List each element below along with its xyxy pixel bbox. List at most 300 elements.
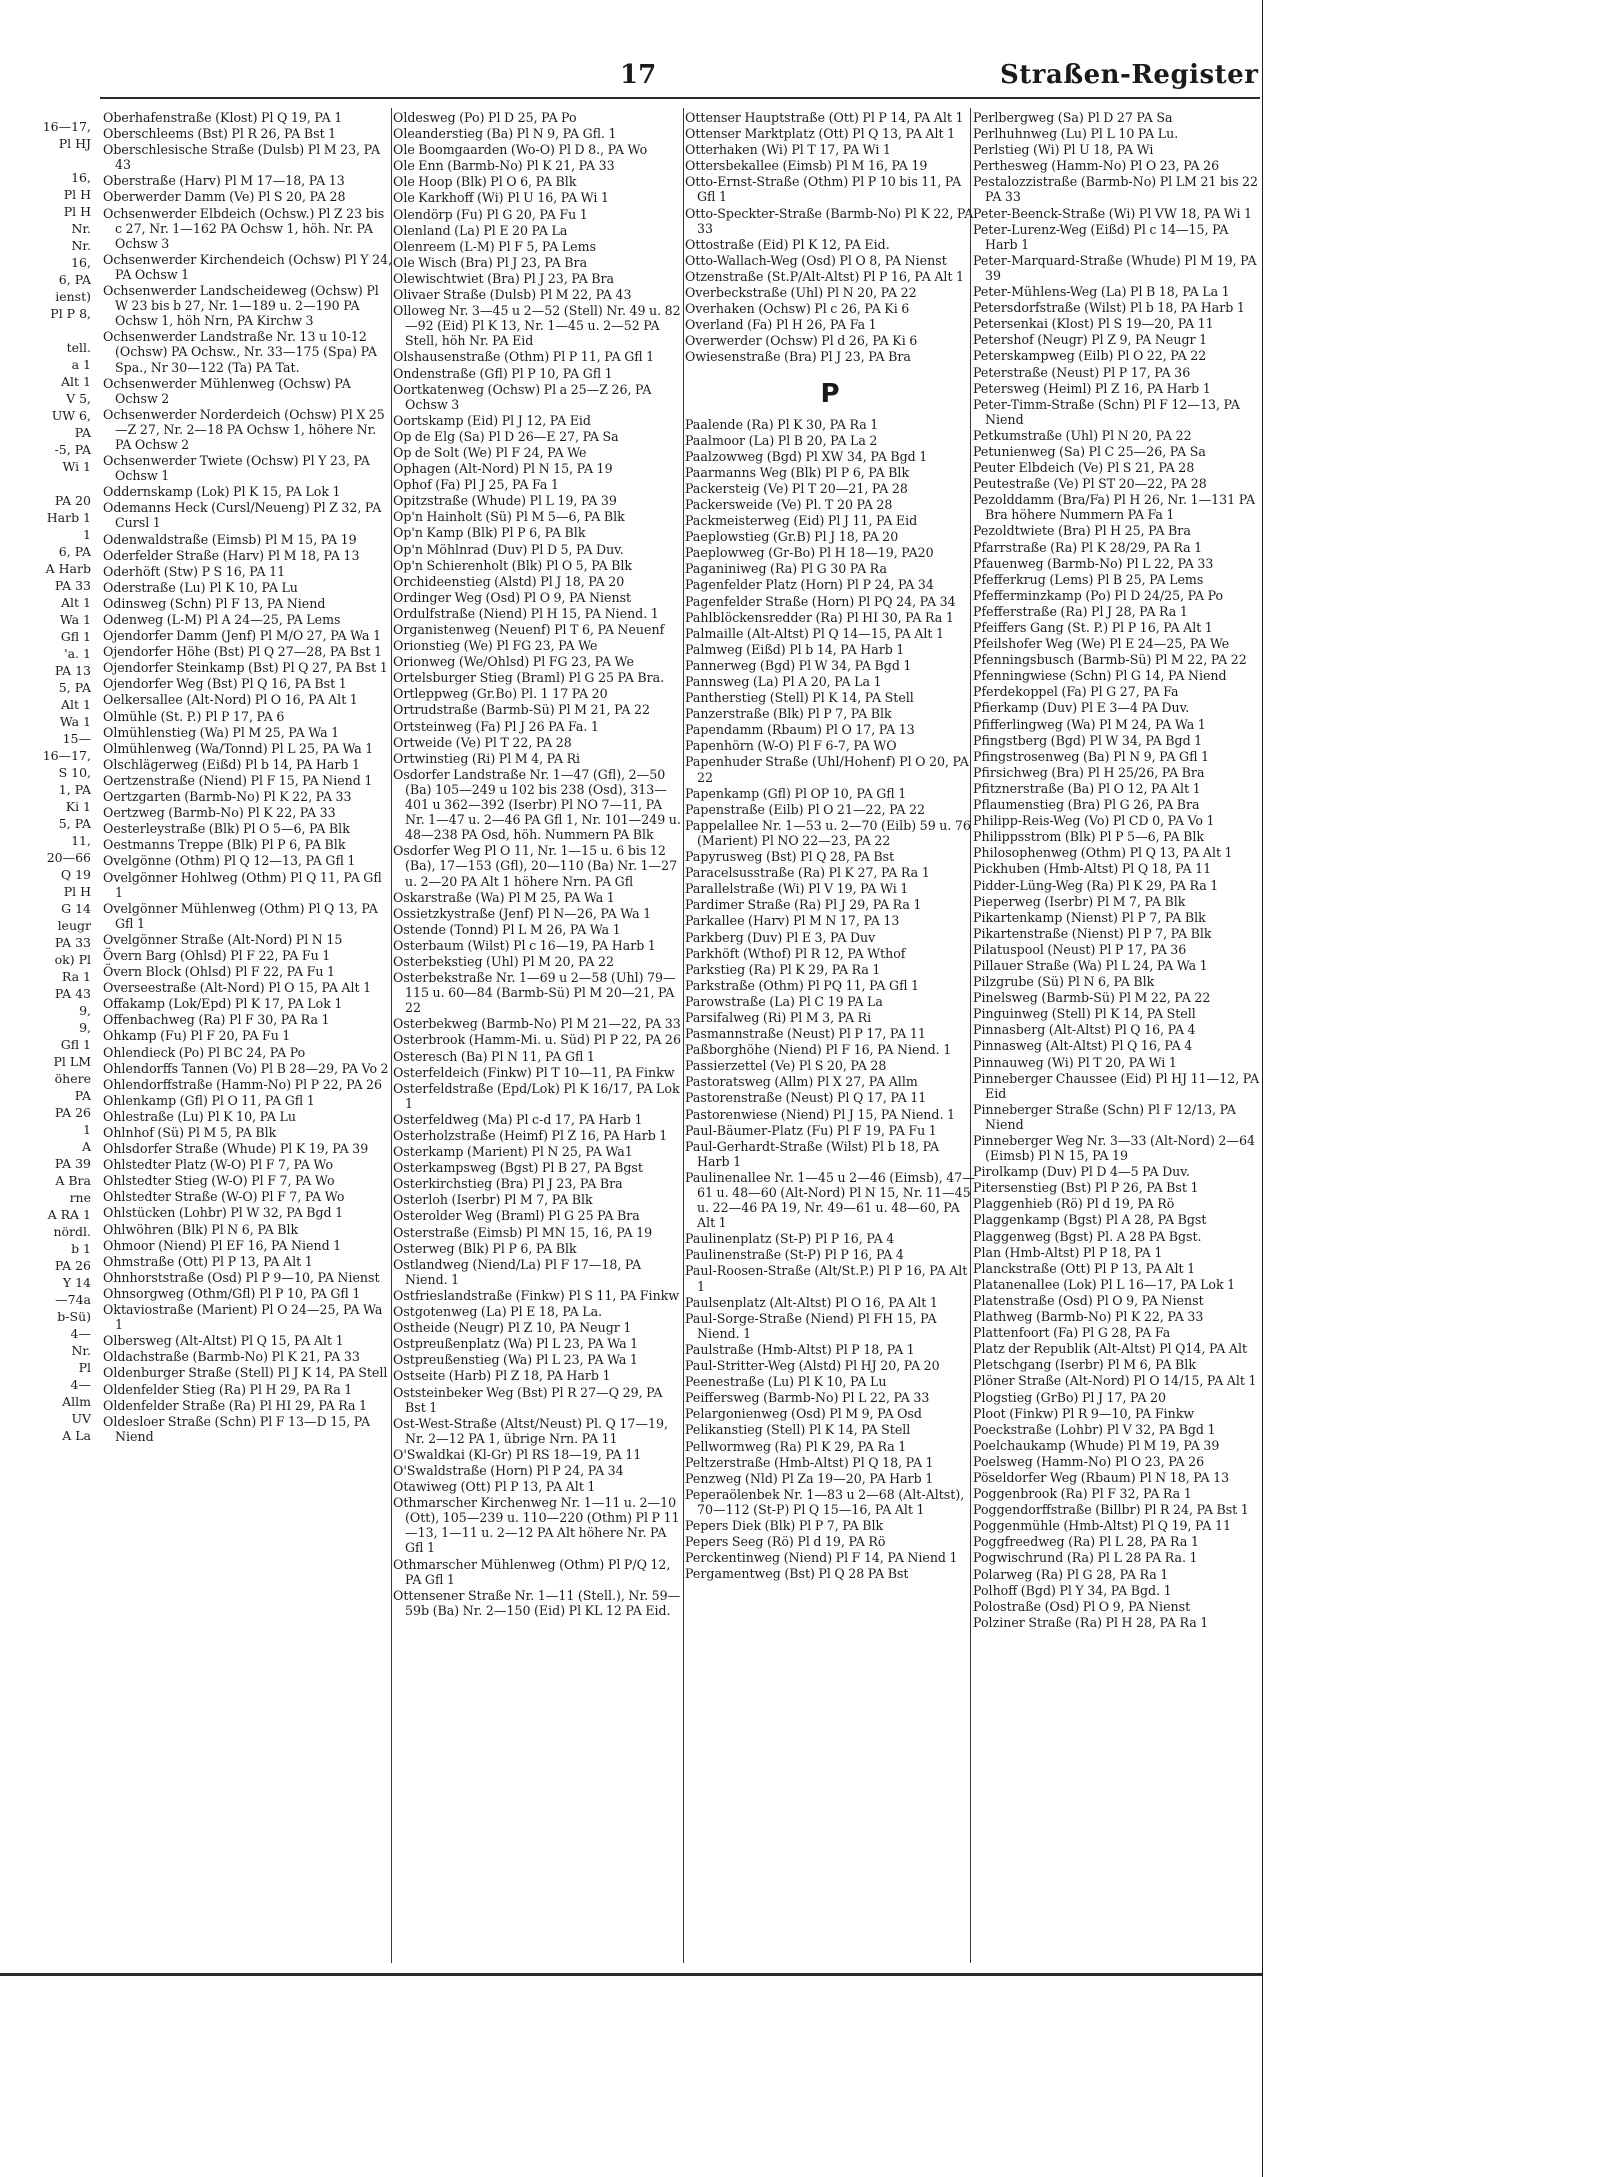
- street-entry: Pikartenstraße (Nienst) Pl P 7, PA Blk: [973, 925, 1212, 941]
- street-entry: Ole Boomgaarden (Wo-O) Pl D 8., PA Wo: [393, 142, 648, 158]
- fragment-line: Pl LM: [53, 1054, 91, 1069]
- fragment-line: V 5,: [66, 391, 91, 406]
- street-entry: Paarmanns Weg (Blk) Pl P 6, PA Blk: [685, 464, 910, 480]
- street-entry: Petersdorfstraße (Wilst) Pl b 18, PA Harb 1: [973, 300, 1245, 316]
- street-entry: Perlbergweg (Sa) Pl D 27 PA Sa: [973, 110, 1173, 125]
- street-entry: Övern Block (Ohlsd) Pl F 22, PA Fu 1: [103, 964, 335, 980]
- street-entry: Pferdekoppel (Fa) Pl G 27, PA Fa: [973, 684, 1179, 700]
- street-entry: Pfeiffers Gang (St. P.) Pl P 16, PA Alt 1: [973, 620, 1213, 635]
- fragment-line: 9,: [79, 1003, 91, 1018]
- street-entry: Ohlstedter Platz (W-O) Pl F 7, PA Wo: [103, 1157, 334, 1173]
- street-entry: Ole Hoop (Blk) Pl O 6, PA Blk: [393, 174, 577, 190]
- fragment-line: UW 6,: [51, 408, 91, 423]
- street-entry: Olmühlenstieg (Wa) Pl M 25, PA Wa 1: [103, 724, 340, 740]
- street-entry: Plattenfoort (Fa) Pl G 28, PA Fa: [973, 1325, 1171, 1341]
- street-entry: Poggfreedweg (Ra) Pl L 28, PA Ra 1: [973, 1534, 1199, 1550]
- street-entry: Paul-Stritter-Weg (Alstd) Pl HJ 20, PA 20: [685, 1358, 940, 1374]
- street-entry: Pinneberger Chaussee (Eid) Pl HJ 11—12, PA Eid: [973, 1070, 1260, 1101]
- fragment-line: 15—: [62, 731, 91, 746]
- street-entry: Oberhafenstraße (Klost) Pl Q 19, PA 1: [103, 110, 343, 125]
- fragment-line: 5, PA: [58, 816, 91, 831]
- street-entry: Pilatuspool (Neust) Pl P 17, PA 36: [973, 941, 1187, 957]
- street-entry: Odinsweg (Schn) Pl F 13, PA Niend: [103, 595, 326, 611]
- street-entry: Parkhöft (Wthof) Pl R 12, PA Wthof: [685, 945, 906, 961]
- street-entry: Osterbekstieg (Uhl) Pl M 20, PA 22: [393, 953, 614, 969]
- street-entry: Ochsenwerder Mühlenweg (Ochsw) PA Ochsw 2: [103, 375, 351, 406]
- street-entry: Papenkamp (Gfl) Pl OP 10, PA Gfl 1: [685, 785, 907, 801]
- fragment-line: 1: [83, 1122, 91, 1137]
- fragment-line: A: [81, 1139, 91, 1154]
- street-entry: Panzerstraße (Blk) Pl P 7, PA Blk: [685, 706, 892, 722]
- street-entry: Organistenweg (Neuenf) Pl T 6, PA Neuenf: [393, 622, 665, 637]
- street-entry: Polziner Straße (Ra) Pl H 28, PA Ra 1: [973, 1614, 1209, 1630]
- fragment-line: 16,: [71, 255, 91, 270]
- street-entry: Ordinger Weg (Osd) Pl O 9, PA Nienst: [393, 589, 632, 605]
- fragment-line: —74a: [55, 1292, 91, 1307]
- street-entry: Otzenstraße (St.P/Alt-Altst) Pl P 16, PA Alt 1: [685, 268, 965, 284]
- street-entry: Pfifferlingweg (Wa) Pl M 24, PA Wa 1: [973, 716, 1206, 732]
- fragment-line: PA 33: [54, 578, 91, 593]
- fragment-line: PA 26: [54, 1258, 91, 1273]
- fragment-line: A Harb: [45, 561, 91, 576]
- street-entry: Ottersbekallee (Eimsb) Pl M 16, PA 19: [685, 158, 928, 174]
- fragment-line: 5, PA: [58, 680, 91, 695]
- street-entry: Ochsenwerder Twiete (Ochsw) Pl Y 23, PA Ochsw 1: [103, 453, 370, 484]
- street-entry: Platanenallee (Lok) Pl L 16—17, PA Lok 1: [973, 1276, 1236, 1292]
- street-entry: Peterskampweg (Eilb) Pl O 22, PA 22: [973, 348, 1207, 364]
- street-entry: Odenweg (L-M) Pl A 24—25, PA Lems: [103, 612, 341, 627]
- street-entry: Petershof (Neugr) Pl Z 9, PA Neugr 1: [973, 332, 1208, 348]
- fragment-line: 16—17,: [42, 748, 91, 763]
- street-entry: Otterhaken (Wi) Pl T 17, PA Wi 1: [685, 142, 891, 158]
- street-entry: Philipp-Reis-Weg (Vo) Pl CD 0, PA Vo 1: [973, 813, 1215, 829]
- street-entry: Olewischtwiet (Bra) Pl J 23, PA Bra: [393, 270, 615, 286]
- street-entry: Pillauer Straße (Wa) Pl L 24, PA Wa 1: [973, 957, 1208, 973]
- scan-margin: [1263, 0, 1600, 2177]
- street-entry: Oskarstraße (Wa) Pl M 25, PA Wa 1: [393, 889, 615, 905]
- fragment-line: [0, 322, 95, 339]
- street-entry: Pinguinweg (Stell) Pl K 14, PA Stell: [973, 1006, 1196, 1022]
- fragment-line: nördl.: [53, 1224, 91, 1239]
- fragment-line: UV: [71, 1411, 91, 1426]
- street-entry: Pepers Seeg (Rö) Pl d 19, PA Rö: [685, 1534, 886, 1550]
- street-entry: Poelsweg (Hamm-No) Pl O 23, PA 26: [973, 1453, 1205, 1469]
- street-entry: Pfingstrosenweg (Ba) Pl N 9, PA Gfl 1: [973, 748, 1210, 764]
- street-entry: Parsifalweg (Ri) Pl M 3, PA Ri: [685, 1009, 872, 1025]
- street-entry: Pagenfelder Platz (Horn) Pl P 24, PA 34: [685, 577, 934, 593]
- street-entry: Perthesweg (Hamm-No) Pl O 23, PA 26: [973, 158, 1220, 174]
- street-entry: Otawiweg (Ott) Pl P 13, PA Alt 1: [393, 1479, 596, 1495]
- fragment-line: PA 39: [54, 1156, 91, 1171]
- street-entry: Ojendorfer Höhe (Bst) Pl Q 27—28, PA Bst 1: [103, 644, 383, 660]
- fragment-line: b 1: [71, 1241, 91, 1256]
- street-entry: Pasmannstraße (Neust) Pl P 17, PA 11: [685, 1026, 926, 1042]
- street-entry: Plaggenhieb (Rö) Pl d 19, PA Rö: [973, 1196, 1175, 1212]
- fragment-line: öhere: [54, 1071, 91, 1086]
- previous-page-fragments: [0, 118, 95, 1444]
- header-rule: [100, 97, 1260, 99]
- fragment-line: -5, PA: [54, 442, 91, 457]
- street-entry: Ojendorfer Damm (Jenf) Pl M/O 27, PA Wa 1: [103, 628, 381, 644]
- street-entry: Osterbekstraße Nr. 1—69 u 2—58 (Uhl) 79—115 u. 60—84 (Barmb-Sü) Pl M 20—21, PA 22: [393, 970, 676, 1016]
- street-entry: Peter-Timm-Straße (Schn) Pl F 12—13, PA Niend: [973, 396, 1240, 427]
- street-entry: Osterbaum (Wilst) Pl c 16—19, PA Harb 1: [393, 937, 656, 953]
- fragment-line: Pl H: [63, 187, 91, 202]
- street-entry: Pezolddamm (Bra/Fa) Pl H 26, Nr. 1—131 PA Bra höhere Nummern PA Fa 1: [973, 492, 1256, 523]
- street-entry: Ochsenwerder Elbdeich (Ochsw.) Pl Z 23 bis c 27, Nr. 1—162 PA Ochsw 1, höh. Nr. PA Ochsw 3: [103, 205, 385, 251]
- street-entry: Ossietzkystraße (Jenf) Pl N—26, PA Wa 1: [393, 905, 652, 921]
- fragment-line: 11,: [71, 833, 91, 848]
- page-bottom-edge: [0, 1973, 1262, 1976]
- street-entry: Poelchaukamp (Whude) Pl M 19, PA 39: [973, 1437, 1220, 1453]
- street-entry: Övern Barg (Ohlsd) Pl F 22, PA Fu 1: [103, 947, 331, 963]
- street-entry: Parkberg (Duv) Pl E 3, PA Duv: [685, 929, 876, 945]
- street-entry: Olloweg Nr. 3—45 u 2—52 (Stell) Nr. 49 u. 82—92 (Eid) Pl K 13, Nr. 1—45 u. 2—52 PA Stell, höh Nr. PA Eid: [393, 303, 681, 349]
- street-entry: Pastoratsweg (Allm) Pl X 27, PA Allm: [685, 1074, 918, 1090]
- street-entry: Pannerweg (Bgd) Pl W 34, PA Bgd 1: [685, 657, 912, 673]
- street-entry: Ohlendorffs Tannen (Vo) Pl B 28—29, PA Vo 2: [103, 1060, 389, 1076]
- street-entry: Oldenfelder Straße (Ra) Pl HI 29, PA Ra 1: [103, 1397, 368, 1413]
- street-entry: Oertzgarten (Barmb-No) Pl K 22, PA 33: [103, 789, 352, 805]
- street-entry: Ondenstraße (Gfl) Pl P 10, PA Gfl 1: [393, 365, 613, 381]
- street-entry: Osterkamp (Marient) Pl N 25, PA Wa1: [393, 1144, 633, 1160]
- street-entry: Pikartenkamp (Nienst) Pl P 7, PA Blk: [973, 909, 1206, 925]
- street-entry: Paeplowweg (Gr-Bo) Pl H 18—19, PA20: [685, 545, 934, 561]
- street-entry: Osterkampsweg (Bgst) Pl B 27, PA Bgst: [393, 1160, 643, 1176]
- fragment-line: Q 19: [60, 867, 91, 882]
- fragment-line: 16,: [71, 170, 91, 185]
- street-entry: Ohlwöhren (Blk) Pl N 6, PA Blk: [103, 1221, 299, 1237]
- street-entry: Olschlägerweg (Eißd) Pl b 14, PA Harb 1: [103, 756, 360, 772]
- street-entry: Ochsenwerder Kirchendeich (Ochsw) Pl Y 24, PA Ochsw 1: [103, 251, 393, 282]
- street-entry: Ovelgönne (Othm) Pl Q 12—13, PA Gfl 1: [103, 853, 356, 869]
- street-entry: Oderstraße (Lu) Pl K 10, PA Lu: [103, 579, 298, 595]
- street-entry: Ochsenwerder Landscheideweg (Ochsw) Pl W 23 bis b 27, Nr. 1—189 u. 2—190 PA Ochsw 1, höh Nrn, PA Kirchw 3: [103, 283, 379, 329]
- fragment-line: A RA 1: [47, 1207, 91, 1222]
- street-entry: Paul-Bäumer-Platz (Fu) Pl F 19, PA Fu 1: [685, 1122, 937, 1138]
- street-entry: Othmarscher Mühlenweg (Othm) Pl P/Q 12, PA Gfl 1: [393, 1556, 671, 1587]
- street-entry: Oldenburger Straße (Stell) Pl J K 14, PA Stell: [103, 1365, 388, 1381]
- street-entry: Plathweg (Barmb-No) Pl K 22, PA 33: [973, 1309, 1204, 1325]
- fragment-line: A La: [62, 1428, 91, 1443]
- street-entry: Oberschleems (Bst) Pl R 26, PA Bst 1: [103, 126, 337, 142]
- street-entry: Oertzweg (Barmb-No) Pl K 22, PA 33: [103, 805, 336, 821]
- street-entry: Ovelgönner Straße (Alt-Nord) Pl N 15: [103, 931, 343, 947]
- fragment-line: Allm: [62, 1394, 91, 1409]
- street-entry: Oststeinbeker Weg (Bst) Pl R 27—Q 29, PA Bst 1: [393, 1384, 663, 1415]
- fragment-line: Alt 1: [61, 697, 91, 712]
- street-entry: Paulsenplatz (Alt-Altst) Pl O 16, PA Alt 1: [685, 1294, 938, 1310]
- fragment-line: PA: [74, 1088, 91, 1103]
- street-entry: Pfierkamp (Duv) Pl E 3—4 PA Duv.: [973, 700, 1190, 716]
- street-entry: Pöseldorfer Weg (Rbaum) Pl N 18, PA 13: [973, 1469, 1230, 1485]
- street-entry: Ostfrieslandstraße (Finkw) Pl S 11, PA Finkw: [393, 1287, 680, 1303]
- street-entry: Pahlblöckensredder (Ra) Pl HI 30, PA Ra 1: [685, 609, 954, 625]
- street-entry: Ole Wisch (Bra) Pl J 23, PA Bra: [393, 254, 588, 270]
- street-entry: Pastorenstraße (Neust) Pl Q 17, PA 11: [685, 1090, 927, 1106]
- street-entry: Passierzettel (Ve) Pl S 20, PA 28: [685, 1058, 887, 1074]
- street-entry: Ohlstedter Stieg (W-O) Pl F 7, PA Wo: [103, 1173, 335, 1189]
- street-entry: Oldachstraße (Barmb-No) Pl K 21, PA 33: [103, 1349, 360, 1365]
- column-divider: [683, 108, 684, 1963]
- street-entry: Othmarscher Kirchenweg Nr. 1—11 u. 2—10 (Ott), 105—239 u. 110—220 (Othm) Pl P 11—13, 1—11 u. 2—12 PA Alt höhere Nr. PA Gfl 1: [393, 1495, 680, 1556]
- fragment-line: Y 14: [62, 1275, 91, 1290]
- street-entry: Oesterleystraße (Blk) Pl O 5—6, PA Blk: [103, 821, 350, 837]
- fragment-line: G 14: [61, 901, 91, 916]
- street-entry: Ole Karkhoff (Wi) Pl U 16, PA Wi 1: [393, 190, 609, 206]
- street-entry: Pletschgang (Iserbr) Pl M 6, PA Blk: [973, 1357, 1196, 1373]
- street-entry: Olbersweg (Alt-Altst) Pl Q 15, PA Alt 1: [103, 1333, 344, 1349]
- street-entry: Ophof (Fa) Pl J 25, PA Fa 1: [393, 477, 559, 493]
- street-entry: Plogstieg (GrBo) Pl J 17, PA 20: [973, 1389, 1166, 1405]
- section-letter: P: [820, 378, 840, 409]
- street-entry: Ploot (Finkw) Pl R 9—10, PA Finkw: [973, 1405, 1195, 1421]
- fragment-line: Nr.: [71, 221, 91, 236]
- street-entry: Op'n Möhlnrad (Duv) Pl D 5, PA Duv.: [393, 541, 624, 557]
- street-entry: Pfefferminzkamp (Po) Pl D 24/25, PA Po: [973, 587, 1224, 603]
- street-entry: Paalmoor (La) Pl B 20, PA La 2: [685, 432, 878, 448]
- street-entry: Platz der Republik (Alt-Altst) Pl Q14, PA Alt: [973, 1341, 1248, 1357]
- street-entry: Osterfeldstraße (Epd/Lok) Pl K 16/17, PA Lok 1: [393, 1080, 680, 1111]
- street-entry: Offakamp (Lok/Epd) Pl K 17, PA Lok 1: [103, 996, 343, 1012]
- fragment-line: b-Sü): [57, 1309, 91, 1324]
- street-entry: Pflaumenstieg (Bra) Pl G 26, PA Bra: [973, 797, 1200, 813]
- street-entry: Olivaer Straße (Dulsb) Pl M 22, PA 43: [393, 287, 632, 303]
- street-entry: Ostseite (Harb) Pl Z 18, PA Harb 1: [393, 1368, 611, 1384]
- street-entry: Paalzowweg (Bgd) Pl XW 34, PA Bgd 1: [685, 448, 928, 464]
- street-entry: Osterbrook (Hamm-Mi. u. Süd) Pl P 22, PA 26: [393, 1032, 681, 1048]
- street-entry: Ost-West-Straße (Altst/Neust) Pl. Q 17—19, Nr. 2—12 PA 1, übrige Nrn. PA 11: [393, 1415, 669, 1446]
- street-entry: Ostpreußenstieg (Wa) Pl L 23, PA Wa 1: [393, 1352, 638, 1368]
- fragment-line: PA: [74, 425, 91, 440]
- street-entry: Ole Enn (Barmb-No) Pl K 21, PA 33: [393, 158, 615, 174]
- fragment-line: 6, PA: [58, 544, 91, 559]
- street-entry: Osterkirchstieg (Bra) Pl J 23, PA Bra: [393, 1176, 623, 1192]
- street-entry: Oberschlesische Straße (Dulsb) Pl M 23, PA 43: [103, 142, 381, 173]
- street-entry: Osterweg (Blk) Pl P 6, PA Blk: [393, 1240, 577, 1256]
- fragment-line: PA 20: [54, 493, 91, 508]
- fragment-line: Pl H: [63, 884, 91, 899]
- street-entry: Ohlstedter Straße (W-O) Pl F 7, PA Wo: [103, 1189, 345, 1205]
- street-entry: Orchideenstieg (Alstd) Pl J 18, PA 20: [393, 573, 625, 589]
- street-entry: Oortskamp (Eid) Pl J 12, PA Eid: [393, 412, 591, 428]
- street-entry: Otto-Wallach-Weg (Osd) Pl O 8, PA Nienst: [685, 252, 947, 268]
- street-entry: Ovelgönner Hohlweg (Othm) Pl Q 11, PA Gfl 1: [103, 869, 382, 900]
- street-entry: Parowstraße (La) Pl C 19 PA La: [685, 993, 883, 1009]
- street-entry: Osterholzstraße (Heimf) Pl Z 16, PA Harb 1: [393, 1128, 668, 1143]
- street-entry: Petersweg (Heiml) Pl Z 16, PA Harb 1: [973, 380, 1211, 396]
- street-entry: Oleanderstieg (Ba) Pl N 9, PA Gfl. 1: [393, 126, 617, 142]
- street-entry: Odenwaldstraße (Eimsb) Pl M 15, PA 19: [103, 531, 357, 547]
- street-entry: Peenestraße (Lu) Pl K 10, PA Lu: [685, 1374, 887, 1390]
- street-entry: Odemanns Heck (Cursl/Neueng) Pl Z 32, PA Cursl 1: [103, 500, 382, 531]
- street-entry: Olshausenstraße (Othm) Pl P 11, PA Gfl 1: [393, 349, 655, 365]
- street-entry: Plan (Hmb-Altst) Pl P 18, PA 1: [973, 1244, 1163, 1260]
- street-entry: Oestmanns Treppe (Blk) Pl P 6, PA Blk: [103, 837, 346, 853]
- street-entry: Ohlendorffstraße (Hamm-No) Pl P 22, PA 26: [103, 1076, 383, 1092]
- street-entry: Palmweg (Eißd) Pl b 14, PA Harb 1: [685, 641, 905, 657]
- street-entry: Peter-Mühlens-Weg (La) Pl B 18, PA La 1: [973, 284, 1230, 300]
- street-entry: Pappelallee Nr. 1—53 u. 2—70 (Eilb) 59 u. 76 (Marient) Pl NO 22—23, PA 22: [685, 817, 971, 848]
- street-entry: Osterloh (Iserbr) Pl M 7, PA Blk: [393, 1192, 593, 1208]
- street-entry: Plaggenweg (Bgst) Pl. A 28 PA Bgst.: [973, 1228, 1202, 1244]
- street-entry: Poeckstraße (Lohbr) Pl V 32, PA Bgd 1: [973, 1421, 1216, 1437]
- fragment-line: 6, PA: [58, 272, 91, 287]
- street-entry: Plöner Straße (Alt-Nord) Pl O 14/15, PA Alt 1: [973, 1373, 1257, 1389]
- street-entry: Op'n Hainholt (Sü) Pl M 5—6, PA Blk: [393, 509, 625, 525]
- street-entry: Penzweg (Nld) Pl Za 19—20, PA Harb 1: [685, 1470, 934, 1486]
- street-entry: Pogwischrund (Ra) Pl L 28 PA Ra. 1: [973, 1550, 1198, 1566]
- street-entry: Oertzenstraße (Niend) Pl F 15, PA Niend 1: [103, 772, 373, 788]
- street-entry: Ohlestraße (Lu) Pl K 10, PA Lu: [103, 1108, 296, 1124]
- street-entry: Papendamm (Rbaum) Pl O 17, PA 13: [685, 722, 915, 738]
- fragment-line: Alt 1: [61, 595, 91, 610]
- street-entry: Planckstraße (Ott) Pl P 13, PA Alt 1: [973, 1260, 1196, 1276]
- street-entry: Ohkamp (Fu) Pl F 20, PA Fu 1: [103, 1028, 291, 1044]
- street-entry: Pagenfelder Straße (Horn) Pl PQ 24, PA 34: [685, 593, 956, 609]
- fragment-line: Wi 1: [62, 459, 91, 474]
- street-entry: Olenreem (L-M) Pl F 5, PA Lems: [393, 238, 597, 254]
- street-entry: Ostgotenweg (La) Pl E 18, PA La.: [393, 1304, 603, 1320]
- street-entry: Pezoldtwiete (Bra) Pl H 25, PA Bra: [973, 523, 1191, 539]
- street-entry: O'Swaldstraße (Horn) Pl P 24, PA 34: [393, 1462, 624, 1478]
- fragment-line: PA 26: [54, 1105, 91, 1120]
- street-entry: Peter-Beenck-Straße (Wi) Pl VW 18, PA Wi 1: [973, 205, 1253, 221]
- fragment-line: [0, 152, 95, 169]
- street-entry: Ottensener Straße Nr. 1—11 (Stell.), Nr. 59—59b (Ba) Nr. 2—150 (Eid) Pl KL 12 PA Eid.: [393, 1587, 681, 1618]
- street-entry: Ostpreußenplatz (Wa) Pl L 23, PA Wa 1: [393, 1336, 639, 1352]
- fragment-line: 16—17,: [42, 119, 91, 134]
- fragment-line: tell.: [66, 340, 91, 355]
- street-entry: Ottenser Marktplatz (Ott) Pl Q 13, PA Alt 1: [685, 126, 956, 142]
- street-entry: Peutestraße (Ve) Pl ST 20—22, PA 28: [973, 476, 1207, 492]
- street-entry: Ortleppweg (Gr.Bo) Pl. 1 17 PA 20: [393, 686, 608, 702]
- street-entry: Papyrusweg (Bst) Pl Q 28, PA Bst: [685, 849, 895, 865]
- fragment-line: 9,: [79, 1020, 91, 1035]
- street-entry: Overwerder (Ochsw) Pl d 26, PA Ki 6: [685, 333, 918, 349]
- fragment-line: Pl P 8,: [50, 306, 91, 321]
- fragment-line: Pl HJ: [58, 136, 91, 151]
- street-entry: Ostheide (Neugr) Pl Z 10, PA Neugr 1: [393, 1320, 632, 1336]
- fragment-line: PA 13: [54, 663, 91, 678]
- street-entry: Olmühlenweg (Wa/Tonnd) Pl L 25, PA Wa 1: [103, 740, 374, 756]
- street-entry: Pfefferstraße (Ra) Pl J 28, PA Ra 1: [973, 603, 1188, 619]
- street-entry: Paulinenallee Nr. 1—45 u 2—46 (Eimsb), 47—61 u. 48—60 (Alt-Nord) Pl N 15, Nr. 11—45 u. 22—46 PA 19, Nr. 49—61 u. 48—60, PA Alt 1: [685, 1169, 975, 1231]
- street-entry: Pfeilshofer Weg (We) Pl E 24—25, PA We: [973, 636, 1230, 652]
- street-entry: Pantherstieg (Stell) Pl K 14, PA Stell: [685, 690, 914, 706]
- fragment-line: Ra 1: [61, 969, 91, 984]
- street-entry: Osdorfer Weg Pl O 11, Nr. 1—15 u. 6 bis 12 (Ba), 17—153 (Gfl), 20—110 (Ba) Nr. 1—27 u. 2—20 PA Alt 1 höhere Nrn. PA Gfl: [393, 843, 678, 889]
- street-entry: Ortelsburger Stieg (Braml) Pl G 25 PA Bra.: [393, 670, 665, 686]
- street-entry: Paeplowstieg (Gr.B) Pl J 18, PA 20: [685, 529, 899, 545]
- street-entry: Ottenser Hauptstraße (Ott) Pl P 14, PA Alt 1: [685, 110, 964, 125]
- street-entry: Offenbachweg (Ra) Pl F 30, PA Ra 1: [103, 1012, 330, 1028]
- street-entry: Paulstraße (Hmb-Altst) Pl P 18, PA 1: [685, 1341, 915, 1357]
- street-entry: Osterfeldweg (Ma) Pl c-d 17, PA Harb 1: [393, 1111, 643, 1127]
- street-entry: Parkstraße (Othm) Pl PQ 11, PA Gfl 1: [685, 977, 919, 993]
- fragment-line: Nr.: [71, 238, 91, 253]
- fragment-line: PA 43: [54, 986, 91, 1001]
- street-entry: Pastorenwiese (Niend) Pl J 15, PA Niend. 1: [685, 1106, 955, 1122]
- street-entry: Paul-Roosen-Straße (Alt/St.P.) Pl P 16, PA Alt 1: [685, 1263, 968, 1294]
- fragment-line: A Bra: [55, 1173, 91, 1188]
- street-entry: Petkumstraße (Uhl) Pl N 20, PA 22: [973, 427, 1192, 443]
- street-entry: Ohnsorgweg (Othm/Gfl) Pl P 10, PA Gfl 1: [103, 1285, 361, 1301]
- street-entry: Pinneberger Straße (Schn) Pl F 12/13, PA Niend: [973, 1101, 1237, 1132]
- street-entry: Osterolder Weg (Braml) Pl G 25 PA Bra: [393, 1208, 640, 1224]
- fragment-line: Wa 1: [59, 612, 91, 627]
- street-entry: Papenstraße (Eilb) Pl O 21—22, PA 22: [685, 801, 926, 817]
- street-entry: Pfefferkrug (Lems) Pl B 25, PA Lems: [973, 571, 1204, 587]
- street-entry: Osterbekweg (Barmb-No) Pl M 21—22, PA 33: [393, 1016, 681, 1032]
- street-entry: Olendörp (Fu) Pl G 20, PA Fu 1: [393, 206, 588, 222]
- street-entry: Pepers Diek (Blk) Pl P 7, PA Blk: [685, 1517, 884, 1533]
- street-entry: Papenhörn (W-O) Pl F 6-7, PA WO: [685, 738, 897, 754]
- register-column-1: [103, 110, 393, 1960]
- page-number: 17: [620, 60, 657, 90]
- street-entry: Pfauenweg (Barmb-No) Pl L 22, PA 33: [973, 555, 1214, 571]
- street-entry: Otto-Ernst-Straße (Othm) Pl P 10 bis 11, PA Gfl 1: [685, 174, 962, 205]
- street-entry: Op'n Schierenholt (Blk) Pl O 5, PA Blk: [393, 557, 633, 573]
- street-entry: Op'n Kamp (Blk) Pl P 6, PA Blk: [393, 525, 586, 541]
- street-entry: Petersenkai (Klost) Pl S 19—20, PA 11: [973, 316, 1214, 332]
- street-entry: Peuter Elbdeich (Ve) Pl S 21, PA 28: [973, 460, 1195, 476]
- street-entry: Ohnhorststraße (Osd) Pl P 9—10, PA Nienst: [103, 1269, 380, 1285]
- street-entry: Parallelstraße (Wi) Pl V 19, PA Wi 1: [685, 881, 909, 897]
- street-entry: Osterfeldeich (Finkw) Pl T 10—11, PA Finkw: [393, 1064, 675, 1080]
- fragment-line: Harb 1: [46, 510, 91, 525]
- street-entry: Ohmstraße (Ott) Pl P 13, PA Alt 1: [103, 1253, 313, 1269]
- street-entry: Palmaille (Alt-Altst) Pl Q 14—15, PA Alt 1: [685, 625, 945, 641]
- street-entry: Parkstieg (Ra) Pl K 29, PA Ra 1: [685, 961, 881, 977]
- street-entry: Osdorfer Landstraße Nr. 1—47 (Gfl), 2—50 (Ba) 105—249 u 102 bis 238 (Osd), 313—401 u 362—392 (Iserbr) Pl NO 7—11, PA Nr. 1—47 u. 2—46 PA Gfl 1, Nr. 101—249 u. 48—238 PA Osd, höh. Nummern PA Blk: [393, 766, 681, 843]
- fragment-line: 20—66: [46, 850, 91, 865]
- street-entry: Pilzgrube (Sü) Pl N 6, PA Blk: [973, 974, 1155, 990]
- street-entry: Packersteig (Ve) Pl T 20—21, PA 28: [685, 480, 908, 496]
- register-column-4: [973, 110, 1263, 1960]
- street-entry: Pitersenstieg (Bst) Pl P 26, PA Bst 1: [973, 1180, 1199, 1196]
- street-entry: Op de Solt (We) Pl F 24, PA We: [393, 444, 587, 460]
- street-entry: Parkallee (Harv) Pl M N 17, PA 13: [685, 913, 900, 929]
- street-entry: Perckentinweg (Niend) Pl F 14, PA Niend 1: [685, 1550, 958, 1566]
- street-entry: Oderfelder Straße (Harv) Pl M 18, PA 13: [103, 547, 360, 563]
- fragment-line: Gfl 1: [60, 1037, 91, 1052]
- street-entry: Ostlandweg (Niend/La) Pl F 17—18, PA Niend. 1: [393, 1256, 642, 1287]
- street-entry: Op de Elg (Sa) Pl D 26—E 27, PA Sa: [393, 428, 619, 444]
- street-entry: Ochsenwerder Landstraße Nr. 13 u 10-12 (Ochsw) PA Ochsw., Nr. 33—175 (Spa) PA Spa., Nr 30—122 (Ta) PA Tat.: [103, 329, 377, 375]
- street-entry: Ochsenwerder Norderdeich (Ochsw) Pl X 25—Z 27, Nr. 2—18 PA Ochsw 1, höhere Nr. PA Ochsw 2: [103, 406, 385, 452]
- street-entry: Ordulfstraße (Niend) Pl H 15, PA Niend. 1: [393, 605, 659, 621]
- street-entry: Osterstraße (Eimsb) Pl MN 15, 16, PA 19: [393, 1224, 653, 1240]
- street-entry: Oortkatenweg (Ochsw) Pl a 25—Z 26, PA Ochsw 3: [393, 381, 652, 412]
- street-entry: Peter-Lurenz-Weg (Eißd) Pl c 14—15, PA Harb 1: [973, 221, 1229, 252]
- street-entry: Papenhuder Straße (Uhl/Hohenf) Pl O 20, PA 22: [685, 754, 969, 785]
- street-entry: Poggenmühle (Hmb-Altst) Pl Q 19, PA 11: [973, 1518, 1231, 1534]
- street-entry: Owiesenstraße (Bra) Pl J 23, PA Bra: [685, 349, 911, 365]
- street-entry: Peiffersweg (Barmb-No) Pl L 22, PA 33: [685, 1390, 930, 1406]
- street-entry: Poggenbrook (Ra) Pl F 32, PA Ra 1: [973, 1486, 1192, 1502]
- street-entry: Peperaölenbek Nr. 1—83 u 2—68 (Alt-Altst), 70—112 (St-P) Pl Q 15—16, PA Alt 1: [685, 1486, 965, 1517]
- fragment-line: ok) Pl: [54, 952, 91, 967]
- street-entry: Pannsweg (La) Pl A 20, PA La 1: [685, 674, 882, 689]
- fragment-line: rne: [69, 1190, 91, 1205]
- street-entry: Ortwinstieg (Ri) Pl M 4, PA Ri: [393, 750, 581, 766]
- street-entry: Oktaviostraße (Marient) Pl O 24—25, PA Wa 1: [103, 1302, 383, 1333]
- street-entry: Plaggenkamp (Bgst) Pl A 28, PA Bgst: [973, 1212, 1207, 1228]
- street-entry: O'Swaldkai (Kl-Gr) Pl RS 18—19, PA 11: [393, 1446, 642, 1462]
- street-entry: Pfenningsbusch (Barmb-Sü) Pl M 22, PA 22: [973, 652, 1247, 668]
- street-entry: Pieperweg (Iserbr) Pl M 7, PA Blk: [973, 893, 1186, 909]
